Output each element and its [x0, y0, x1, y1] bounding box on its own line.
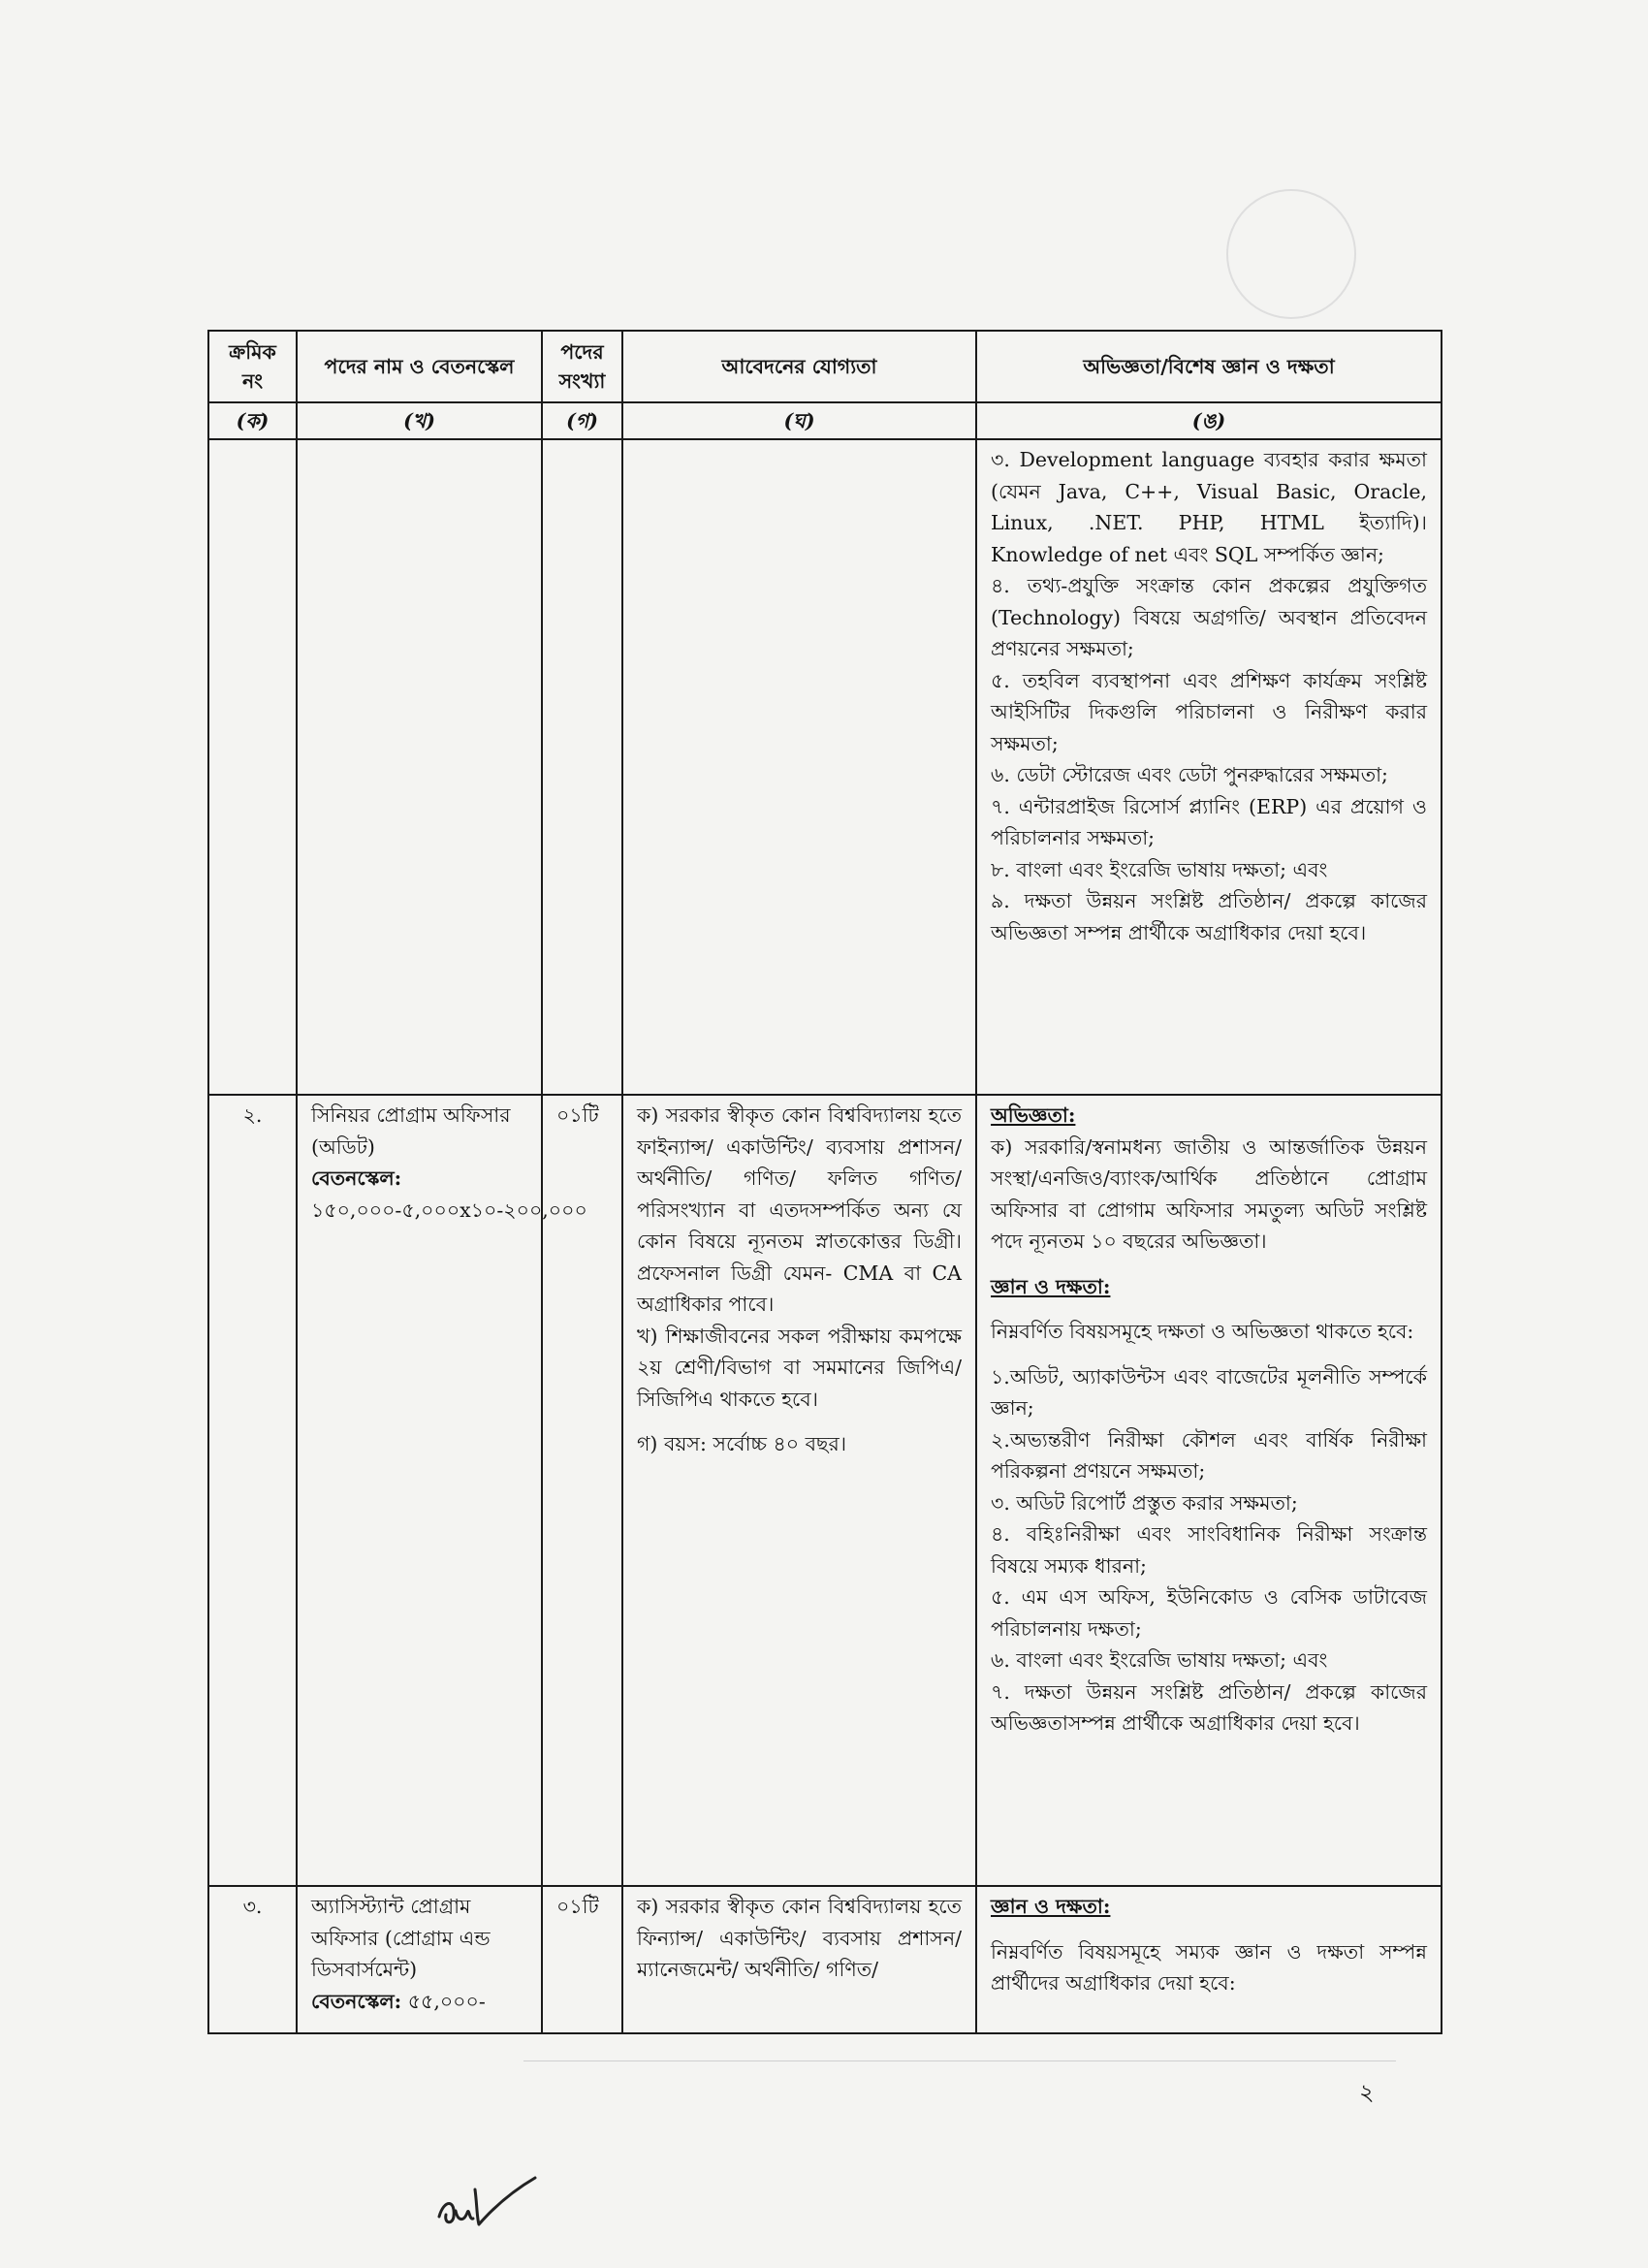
bleed-through-line [523, 2060, 1396, 2061]
pay-scale-value: ১৫০,০০০-৫,০০০x১০-২০০,০০০ [311, 1198, 587, 1222]
header-experience: অভিজ্ঞতা/বিশেষ জ্ঞান ও দক্ষতা [976, 331, 1442, 402]
experience-text: ক) সরকারি/স্বনামধন্য জাতীয় ও আন্তর্জাতিক উন্নয়ন সংস্থা/এনজিও/ব্যাংক/আর্থিক প্রতিষ্ঠানে প্রোগ্রাম অফিসার বা প্রোগাম অফিসার সমতুল্য অডিট সংশ্লিষ্ট পদে ন্যূনতম ১০ বছরের অভিজ্ঞতা। [991, 1134, 1427, 1253]
list-item: ৪. তথ্য-প্রযুক্তি সংক্রান্ত কোন প্রকল্পের প্রযুক্তিগত (Technology) বিষয়ে অগ্রগতি/ অবস্থান প্রতিবেদন প্রণয়নের সক্ষমতা; [991, 574, 1427, 660]
qualification-a: ক) সরকার স্বীকৃত কোন বিশ্ববিদ্যালয় হতে ফিন্যান্স/ একাউন্টিং/ ব্যবসায় প্রশাসন/ ম্যানেজমেন্ট/ অর্থনীতি/ গণিত/ [637, 1895, 962, 1981]
cell-experience-continued [976, 439, 1442, 1095]
experience-cell [976, 1095, 1442, 1886]
skill-intro: নিম্নবর্ণিত বিষয়সমূহে সম্যক জ্ঞান ও দক্ষতা সম্পন্ন প্রার্থীদের অগ্রাধিকার দেয়া হবে: [991, 1939, 1427, 1995]
qualification-a: ক) সরকার স্বীকৃত কোন বিশ্ববিদ্যালয় হতে ফাইন্যান্স/ একাউন্টিং/ ব্যবসায় প্রশাসন/ অর্থনীতি/ গণিত/ ফলিত গণিত/ পরিসংখ্যান বা এতদসম্পর্কিত অন্য যে কোন বিষয়ে ন্যূনতম স্নাতকোত্তর ডিগ্রী। প্রফেসনাল ডিগ্রী যেমন- CMA বা CA অগ্রাধিকার পাবে। [637, 1103, 962, 1316]
header-serial: ক্রমিক নং [208, 331, 297, 402]
table-row-2 [208, 1095, 1442, 1886]
list-item: ২.অভ্যন্তরীণ নিরীক্ষা কৌশল এবং বার্ষিক নিরীক্ষা পরিকল্পনা প্রণয়নে সক্ষমতা; [991, 1427, 1427, 1483]
list-item: ৯. দক্ষতা উন্নয়ন সংশ্লিষ্ট প্রতিষ্ঠান/ প্রকল্পে কাজের অভিজ্ঞতা সম্পন্ন প্রার্থীকে অগ্রাধিকার দেয়া হবে। [991, 889, 1427, 944]
pay-scale [311, 1986, 527, 2018]
skill-intro: নিম্নবর্ণিত বিষয়সমূহে দক্ষতা ও অভিজ্ঞতা থাকতে হবে: [991, 1320, 1414, 1343]
column-letter-row [208, 402, 1442, 439]
qualification-cell [622, 1095, 976, 1886]
skill-heading: জ্ঞান ও দক্ষতা: [991, 1895, 1111, 1918]
bleed-through-seal [1226, 189, 1356, 319]
serial-number: ৩. [208, 1886, 297, 2033]
column-letter: (ক) [208, 402, 297, 439]
post-count: ০১টি [542, 1095, 622, 1886]
pay-scale-label: বেতনস্কেল: [311, 1989, 402, 2013]
post-cell [297, 1886, 542, 2033]
list-item: ৬. বাংলা এবং ইংরেজি ভাষায় দক্ষতা; এবং [991, 1648, 1328, 1672]
column-letter: (খ) [297, 402, 542, 439]
list-item: ১.অডিট, অ্যাকাউন্টস এবং বাজেটের মূলনীতি সম্পর্কে জ্ঞান; [991, 1364, 1427, 1420]
page-number: ২ [1359, 2079, 1375, 2106]
column-letter: (গ) [542, 402, 622, 439]
post-name: সিনিয়র প্রোগ্রাম অফিসার (অডিট) [311, 1103, 511, 1159]
pay-scale-value: ৫৫,০০০- [407, 1989, 486, 2013]
cell-empty [297, 439, 542, 1095]
cell-empty [208, 439, 297, 1095]
table-header-row [208, 331, 1442, 402]
list-item: ৭. দক্ষতা উন্নয়ন সংশ্লিষ্ট প্রতিষ্ঠান/ প্রকল্পে কাজের অভিজ্ঞতাসম্পন্ন প্রার্থীকে অগ্রাধিকার দেয়া হবে। [991, 1679, 1427, 1735]
qualification-b: খ) শিক্ষাজীবনের সকল পরীক্ষায় কমপক্ষে ২য় শ্রেণী/বিভাগ বা সমমানের জিপিএ/সিজিপিএ থাকতে হবে। [637, 1324, 962, 1411]
skill-heading: জ্ঞান ও দক্ষতা: [991, 1274, 1111, 1298]
list-item: ৭. এন্টারপ্রাইজ রিসোর্স প্ল্যানিং (ERP) এর প্রয়োগ ও পরিচালনার সক্ষমতা; [991, 794, 1427, 849]
table-row-3 [208, 1886, 1442, 2033]
post-count: ০১টি [542, 1886, 622, 2033]
list-item: ৪. বহিঃনিরীক্ষা এবং সাংবিধানিক নিরীক্ষা সংক্রান্ত বিষয়ে সম্যক ধারনা; [991, 1522, 1427, 1578]
column-letter: (ঘ) [622, 402, 976, 439]
handwritten-signature [434, 2170, 541, 2238]
list-item: ৫. তহবিল ব্যবস্থাপনা এবং প্রশিক্ষণ কার্যক্রম সংশ্লিষ্ট আইসিটির দিকগুলি পরিচালনা ও নিরীক্ষণ করার সক্ষমতা; [991, 668, 1427, 755]
cell-empty [622, 439, 976, 1095]
vacancy-table [207, 330, 1442, 2034]
experience-heading: অভিজ্ঞতা: [991, 1103, 1076, 1127]
pay-scale [311, 1163, 587, 1226]
list-item: ৩. Development language ব্যবহার করার ক্ষমতা (যেমন Java, C++, Visual Basic, Oracle, Linux, .NET. PHP, HTML ইত্যাদি)। Knowledge of net এবং SQL সম্পর্কিত জ্ঞান; [991, 448, 1427, 566]
table-row-continued [208, 439, 1442, 1095]
qualification-cell [622, 1886, 976, 2033]
experience-cell [976, 1886, 1442, 2033]
column-letter: (ঙ) [976, 402, 1442, 439]
qualification-c: গ) বয়স: সর্বোচ্চ ৪০ বছর। [637, 1432, 847, 1455]
cell-empty [542, 439, 622, 1095]
header-qualification: আবেদনের যোগ্যতা [622, 331, 976, 402]
list-item: ৬. ডেটা স্টোরেজ এবং ডেটা পুনরুদ্ধারের সক্ষমতা; [991, 763, 1388, 786]
list-item: ৮. বাংলা এবং ইংরেজি ভাষায় দক্ষতা; এবং [991, 857, 1328, 881]
list-item: ৩. অডিট রিপোর্ট প্রস্তুত করার সক্ষমতা; [991, 1490, 1298, 1515]
post-name: অ্যাসিস্ট্যান্ট প্রোগ্রাম অফিসার (প্রোগ্রাম এন্ড ডিসবার্সমেন্ট) [311, 1895, 491, 1981]
list-item: ৫. এম এস অফিস, ইউনিকোড ও বেসিক ডাটাবেজ পরিচালনায় দক্ষতা; [991, 1585, 1427, 1641]
header-post: পদের নাম ও বেতনস্কেল [297, 331, 542, 402]
pay-scale-label: বেতনস্কেল: [311, 1166, 402, 1190]
serial-number: ২. [208, 1095, 297, 1886]
header-count: পদের সংখ্যা [542, 331, 622, 402]
